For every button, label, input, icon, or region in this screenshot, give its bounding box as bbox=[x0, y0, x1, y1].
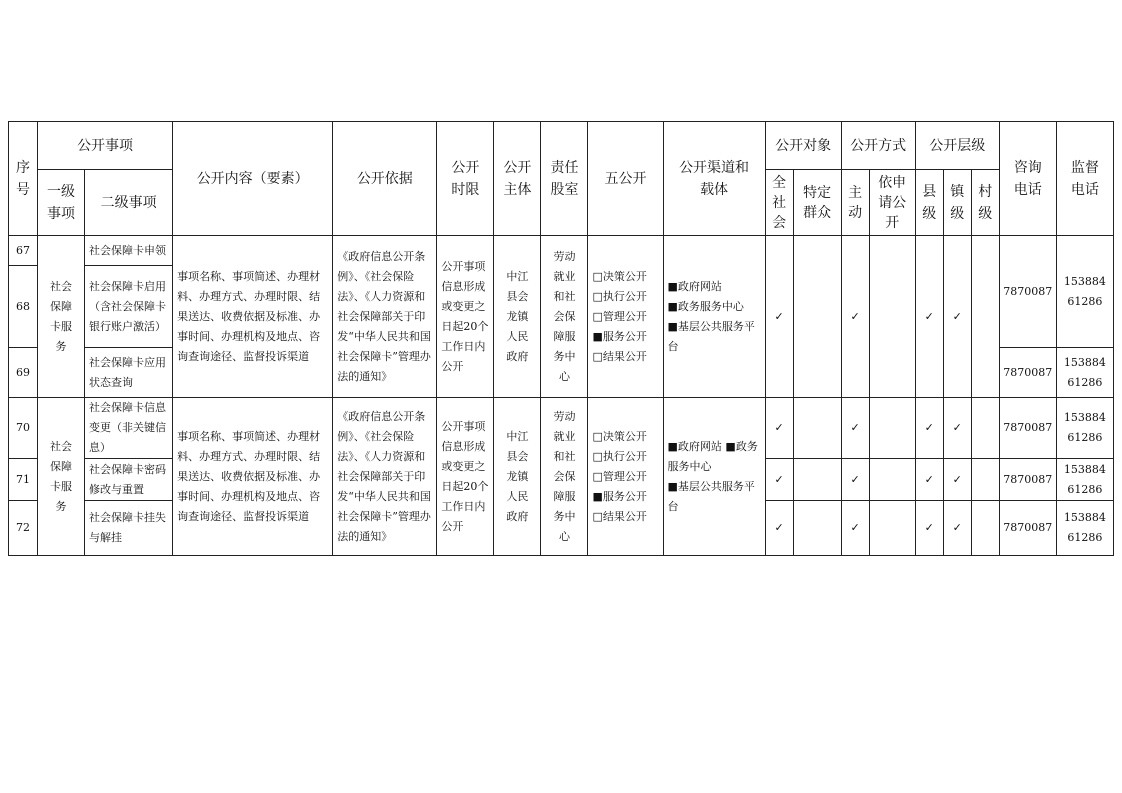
header-level: 公开层级 bbox=[915, 122, 999, 170]
channel-item: ■政府网站 bbox=[667, 279, 722, 293]
check-county: ✓ bbox=[915, 398, 943, 459]
header-target: 公开对象 bbox=[765, 122, 841, 170]
check-town: ✓ bbox=[943, 398, 971, 459]
supervise-phone: 15388461286 bbox=[1056, 236, 1113, 348]
check-active: ✓ bbox=[841, 236, 869, 398]
check-county: ✓ bbox=[915, 236, 943, 398]
check-town: ✓ bbox=[943, 459, 971, 501]
cell-apply bbox=[869, 236, 915, 398]
header-basis: 公开依据 bbox=[333, 122, 437, 236]
five-open-item: ■服务公开 bbox=[592, 329, 647, 343]
cell-village bbox=[971, 236, 999, 398]
five-open-item: □执行公开 bbox=[592, 449, 647, 463]
channel-item: ■基层公共服务平台 bbox=[667, 479, 755, 513]
cell-specific bbox=[793, 501, 841, 556]
channel-list bbox=[663, 236, 765, 398]
five-open-list bbox=[588, 236, 663, 398]
row-seq: 70 bbox=[9, 398, 38, 459]
level2-item: 社会保障卡启用（含社会保障卡银行账户激活） bbox=[85, 266, 173, 348]
consult-phone: 7870087 bbox=[999, 348, 1056, 398]
header-time-limit: 公开时限 bbox=[437, 122, 494, 236]
check-all-society: ✓ bbox=[765, 459, 793, 501]
office-text: 劳动就业和社会保障服务中心 bbox=[541, 236, 588, 398]
five-open-item: □管理公开 bbox=[592, 469, 647, 483]
check-active: ✓ bbox=[841, 459, 869, 501]
disclosure-table bbox=[8, 121, 1114, 556]
header-office: 责任股室 bbox=[541, 122, 588, 236]
supervise-phone: 15388461286 bbox=[1056, 501, 1113, 556]
content-text: 事项名称、事项简述、办理材料、办理方式、办理时限、结果送达、收费依据及标准、办事时间、办理机构及地点、咨询查询途径、监督投诉渠道 bbox=[173, 236, 333, 398]
consult-phone: 7870087 bbox=[999, 236, 1056, 348]
header-channel: 公开渠道和载体 bbox=[663, 122, 765, 236]
office-text: 劳动就业和社会保障服务中心 bbox=[541, 398, 588, 556]
header-supervise: 监督电话 bbox=[1056, 122, 1113, 236]
level2-item: 社会保障卡密码修改与重置 bbox=[85, 459, 173, 501]
channel-item: ■基层公共服务平台 bbox=[667, 319, 755, 353]
basis-text: 《政府信息公开条例》、《社会保险法》、《人力资源和社会保障部关于印发“中华人民共和国社会保障卡”管理办法的通知》 bbox=[333, 398, 437, 556]
header-method-active: 主动 bbox=[841, 170, 869, 236]
time-limit-text: 公开事项信息形成或变更之日起20个工作日内公开 bbox=[437, 398, 494, 556]
level2-item: 社会保障卡信息变更（非关键信息） bbox=[85, 398, 173, 459]
header-subject: 公开主体 bbox=[494, 122, 541, 236]
five-open-item: □结果公开 bbox=[592, 509, 647, 523]
check-town: ✓ bbox=[943, 501, 971, 556]
subject-text: 中江县会龙镇人民政府 bbox=[494, 236, 541, 398]
channel-list bbox=[663, 398, 765, 556]
five-open-item: □执行公开 bbox=[592, 289, 647, 303]
header-level-county: 县级 bbox=[915, 170, 943, 236]
channel-item: ■政务服务中心 bbox=[667, 299, 744, 313]
level2-item: 社会保障卡应用状态查询 bbox=[85, 348, 173, 398]
header-five-open: 五公开 bbox=[588, 122, 663, 236]
supervise-phone: 15388461286 bbox=[1056, 459, 1113, 501]
level1-item: 社会保障卡服务 bbox=[38, 398, 85, 556]
cell-village bbox=[971, 501, 999, 556]
basis-text: 《政府信息公开条例》、《社会保险法》、《人力资源和社会保障部关于印发“中华人民共和国社会保障卡”管理办法的通知》 bbox=[333, 236, 437, 398]
header-level2: 二级事项 bbox=[85, 170, 173, 236]
cell-apply bbox=[869, 459, 915, 501]
cell-specific bbox=[793, 459, 841, 501]
check-all-society: ✓ bbox=[765, 501, 793, 556]
cell-village bbox=[971, 459, 999, 501]
check-active: ✓ bbox=[841, 501, 869, 556]
cell-apply bbox=[869, 501, 915, 556]
cell-specific bbox=[793, 398, 841, 459]
row-seq: 67 bbox=[9, 236, 38, 266]
five-open-item: □结果公开 bbox=[592, 349, 647, 363]
check-county: ✓ bbox=[915, 459, 943, 501]
header-content: 公开内容（要素） bbox=[173, 122, 333, 236]
row-seq: 69 bbox=[9, 348, 38, 398]
cell-apply bbox=[869, 398, 915, 459]
header-method: 公开方式 bbox=[841, 122, 915, 170]
channel-item: ■政府网站 ■政务服务中心 bbox=[667, 439, 758, 473]
header-target-all: 全社会 bbox=[765, 170, 793, 236]
five-open-item: □决策公开 bbox=[592, 429, 647, 443]
five-open-item: □决策公开 bbox=[592, 269, 647, 283]
header-level-town: 镇级 bbox=[943, 170, 971, 236]
consult-phone: 7870087 bbox=[999, 398, 1056, 459]
cell-specific bbox=[793, 236, 841, 398]
header-level1: 一级事项 bbox=[38, 170, 85, 236]
level1-item: 社会保障卡服务 bbox=[38, 236, 85, 398]
row-seq: 72 bbox=[9, 501, 38, 556]
supervise-phone: 15388461286 bbox=[1056, 398, 1113, 459]
check-town: ✓ bbox=[943, 236, 971, 398]
header-seq: 序号 bbox=[9, 122, 38, 236]
subject-text: 中江县会龙镇人民政府 bbox=[494, 398, 541, 556]
time-limit-text: 公开事项信息形成或变更之日起20个工作日内公开 bbox=[437, 236, 494, 398]
check-all-society: ✓ bbox=[765, 236, 793, 398]
header-method-apply: 依申请公开 bbox=[869, 170, 915, 236]
five-open-list bbox=[588, 398, 663, 556]
supervise-phone: 15388461286 bbox=[1056, 348, 1113, 398]
row-seq: 71 bbox=[9, 459, 38, 501]
check-all-society: ✓ bbox=[765, 398, 793, 459]
level2-item: 社会保障卡挂失与解挂 bbox=[85, 501, 173, 556]
consult-phone: 7870087 bbox=[999, 459, 1056, 501]
header-target-specific: 特定群众 bbox=[793, 170, 841, 236]
header-consult: 咨询电话 bbox=[999, 122, 1056, 236]
row-seq: 68 bbox=[9, 266, 38, 348]
level2-item: 社会保障卡申领 bbox=[85, 236, 173, 266]
consult-phone: 7870087 bbox=[999, 501, 1056, 556]
check-county: ✓ bbox=[915, 501, 943, 556]
cell-village bbox=[971, 398, 999, 459]
header-item: 公开事项 bbox=[38, 122, 173, 170]
header-level-village: 村级 bbox=[971, 170, 999, 236]
content-text: 事项名称、事项简述、办理材料、办理方式、办理时限、结果送达、收费依据及标准、办事时间、办理机构及地点、咨询查询途径、监督投诉渠道 bbox=[173, 398, 333, 556]
five-open-item: ■服务公开 bbox=[592, 489, 647, 503]
five-open-item: □管理公开 bbox=[592, 309, 647, 323]
check-active: ✓ bbox=[841, 398, 869, 459]
